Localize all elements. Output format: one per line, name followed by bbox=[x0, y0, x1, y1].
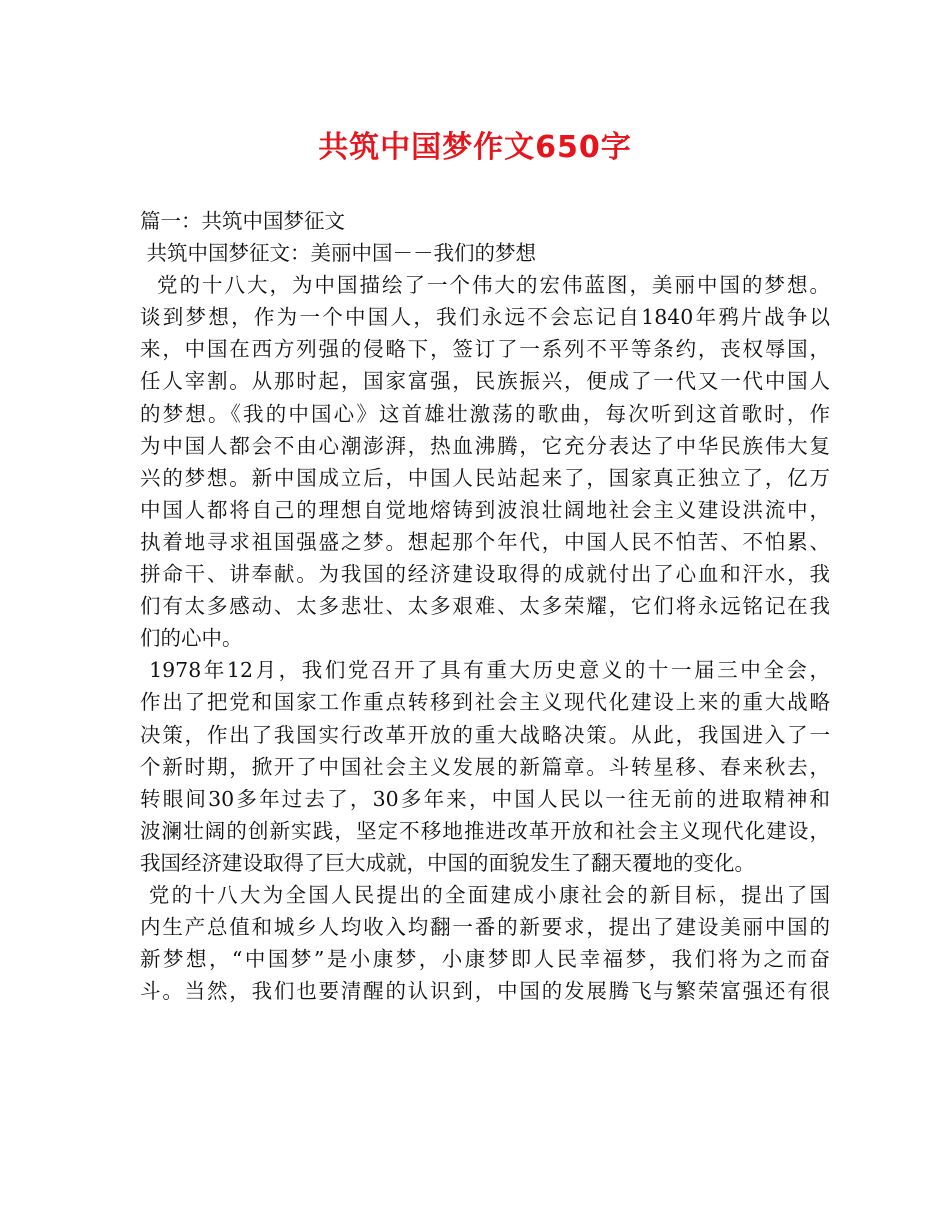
paragraph-line: 们有太多感动、太多悲壮、太多艰难、太多荣耀，它们将永远铭记在我 bbox=[140, 594, 830, 619]
paragraph-line: 1978年12月，我们党召开了具有重大历史意义的十一届三中全会， bbox=[140, 658, 830, 683]
paragraph-line: 们的心中。 bbox=[140, 626, 243, 651]
paragraph-line: 决策，作出了我国实行改革开放的重大战略决策。从此，我国进入了一 bbox=[140, 722, 830, 747]
paragraph-line: 中国人都将自己的理想自觉地熔铸到波浪壮阔地社会主义建设洪流中， bbox=[140, 497, 830, 522]
section-heading: 篇一：共筑中国梦征文 bbox=[140, 209, 345, 233]
paragraph-line: 党的十八大为全国人民提出的全面建成小康社会的新目标，提出了国 bbox=[140, 882, 830, 907]
document-title: 共筑中国梦作文650字 bbox=[318, 130, 632, 165]
paragraph-line: 的梦想。《我的中国心》这首雄壮激荡的歌曲，每次听到这首歌时，作 bbox=[140, 401, 830, 426]
paragraph-line: 内生产总值和城乡人均收入均翻一番的新要求，提出了建设美丽中国的 bbox=[140, 915, 830, 940]
paragraph-line: 转眼间30多年过去了，30多年来，中国人民以一往无前的进取精神和 bbox=[140, 786, 830, 811]
paragraph-line: 新梦想，“中国梦”是小康梦，小康梦即人民幸福梦，我们将为之而奋 bbox=[140, 947, 830, 972]
paragraph-line: 拼命干、讲奉献。为我国的经济建设取得的成就付出了心血和汗水，我 bbox=[140, 562, 830, 587]
paragraph-line: 兴的梦想。新中国成立后，中国人民站起来了，国家真正独立了，亿万 bbox=[140, 465, 830, 490]
paragraph-line: 我国经济建设取得了巨大成就，中国的面貌发生了翻天覆地的变化。 bbox=[140, 850, 755, 875]
paragraph-line: 谈到梦想，作为一个中国人，我们永远不会忘记自1840年鸦片战争以 bbox=[140, 305, 830, 330]
document-body bbox=[140, 205, 830, 1007]
paragraph-line: 党的十八大，为中国描绘了一个伟大的宏伟蓝图，美丽中国的梦想。 bbox=[140, 273, 830, 298]
paragraph-line: 执着地寻求祖国强盛之梦。想起那个年代，中国人民不怕苦、不怕累、 bbox=[140, 529, 830, 554]
paragraph-line: 个新时期，掀开了中国社会主义发展的新篇章。斗转星移、春来秋去， bbox=[140, 754, 830, 779]
paragraph-line: 斗。当然，我们也要清醒的认识到，中国的发展腾飞与繁荣富强还有很 bbox=[140, 979, 830, 1004]
essay-subtitle: 共筑中国梦征文：美丽中国－－我们的梦想 bbox=[140, 241, 537, 266]
paragraph-line: 为中国人都会不由心潮澎湃，热血沸腾，它充分表达了中华民族伟大复 bbox=[140, 433, 830, 458]
paragraph-line: 波澜壮阔的创新实践，坚定不移地推进改革开放和社会主义现代化建设， bbox=[140, 818, 830, 843]
paragraph-line: 来，中国在西方列强的侵略下，签订了一系列不平等条约，丧权辱国， bbox=[140, 337, 830, 362]
paragraph-line: 作出了把党和国家工作重点转移到社会主义现代化建设上来的重大战略 bbox=[140, 690, 830, 715]
paragraph-line: 任人宰割。从那时起，国家富强，民族振兴，便成了一代又一代中国人 bbox=[140, 369, 830, 394]
